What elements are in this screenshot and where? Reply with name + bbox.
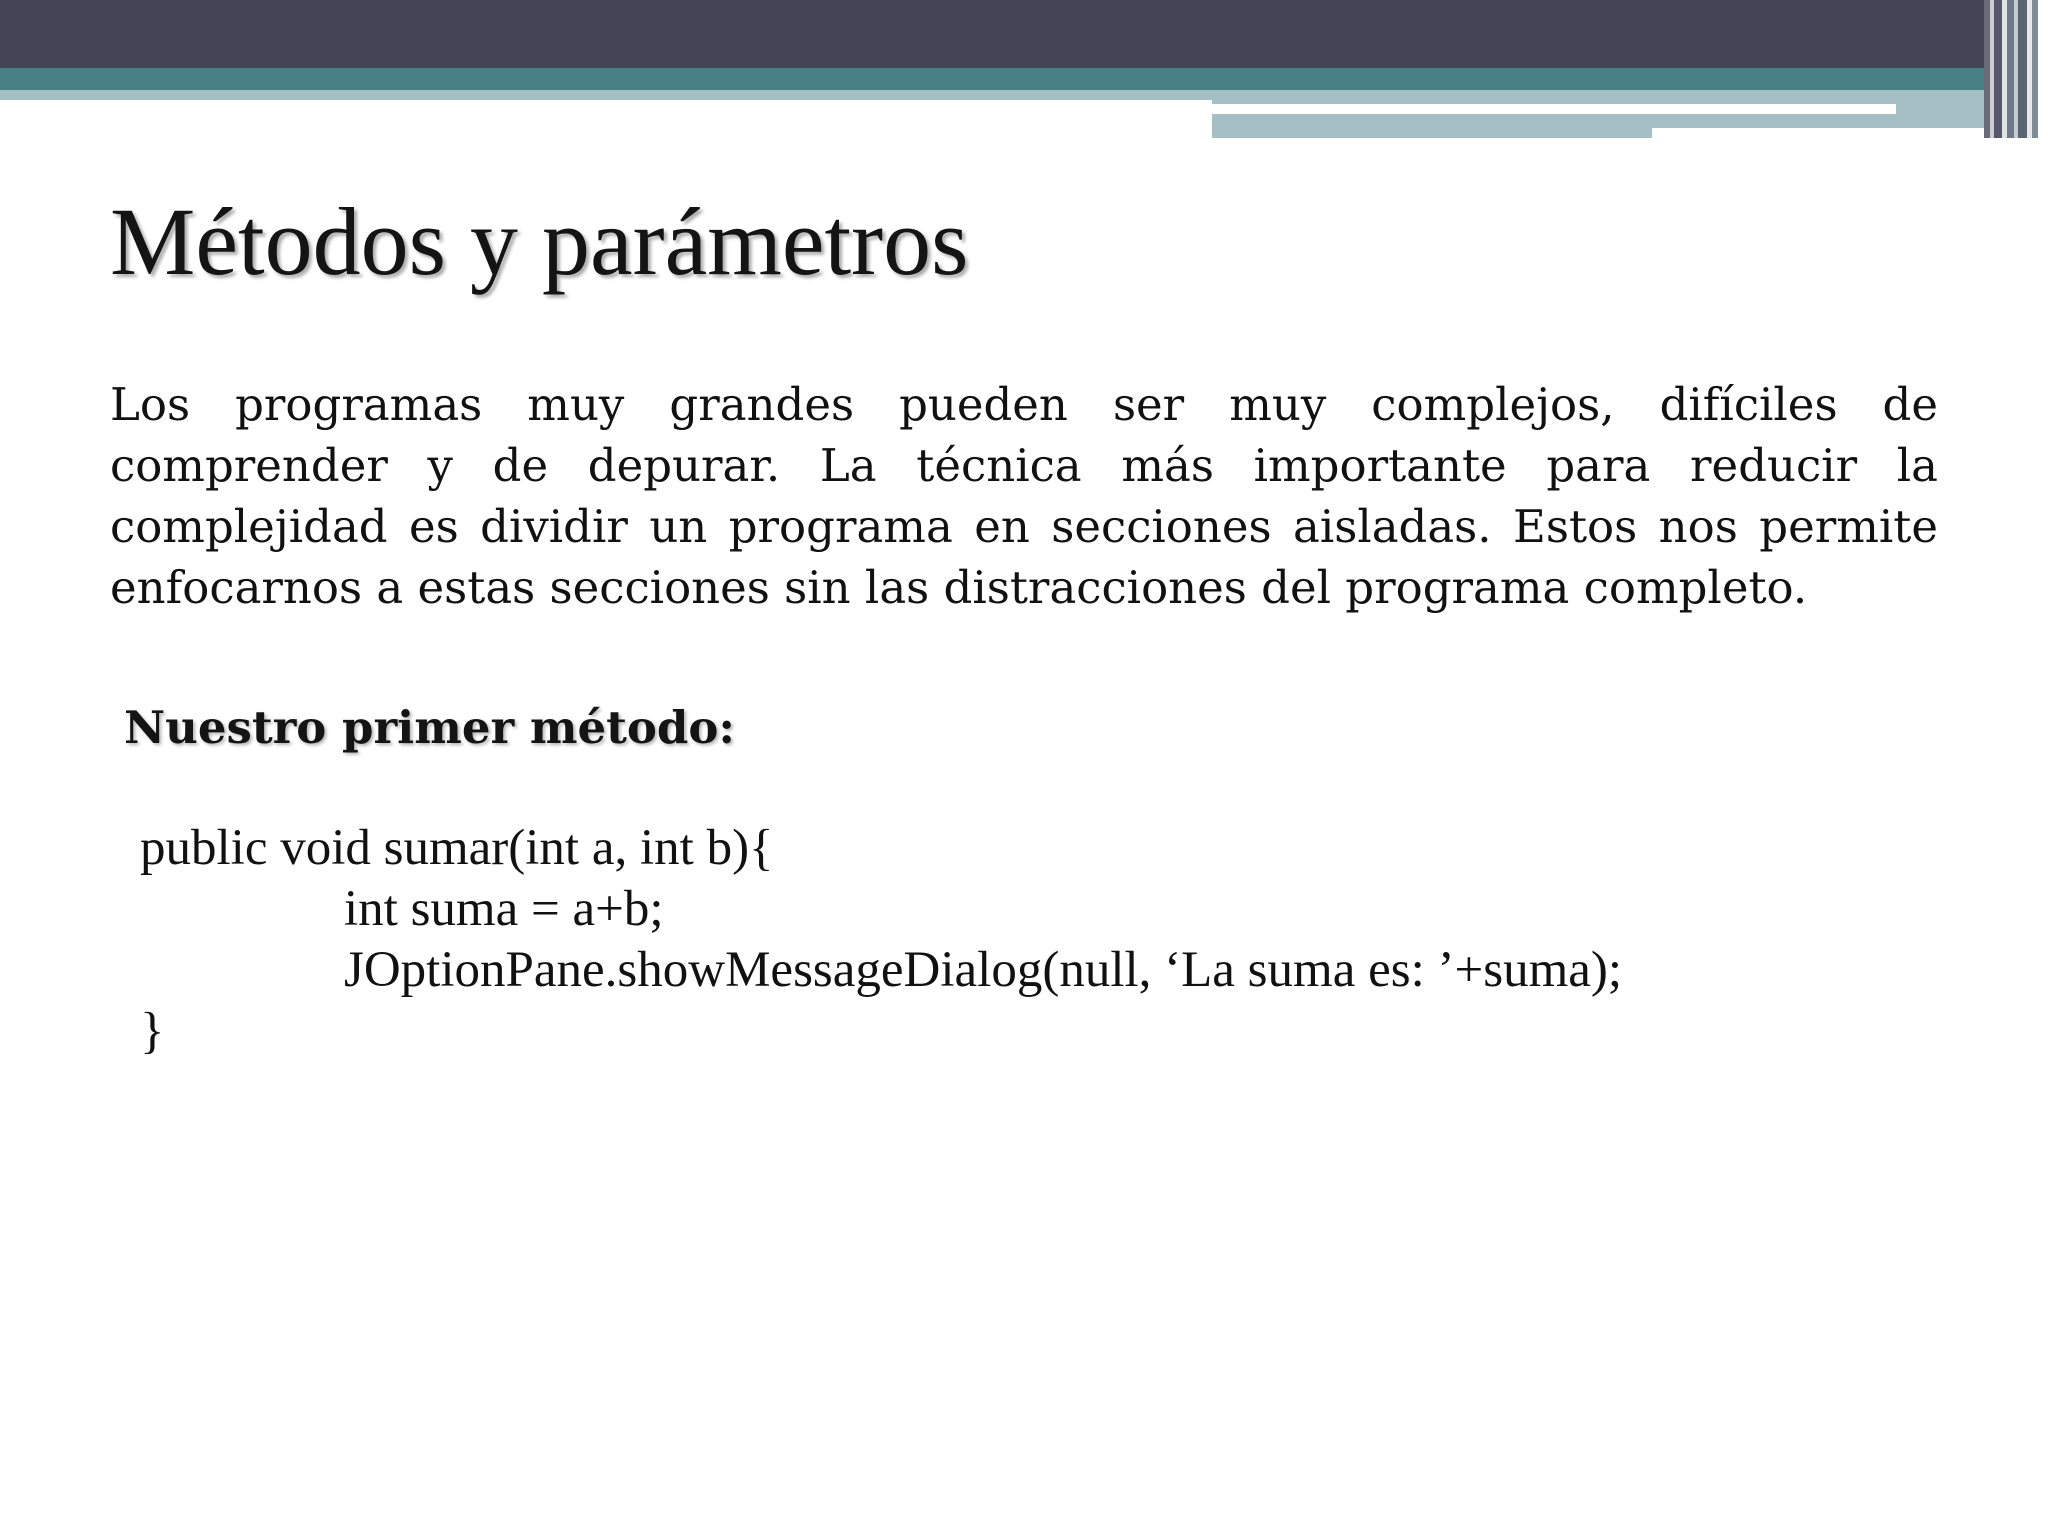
code-line: public void sumar(int a, int b){	[140, 820, 774, 876]
header-band-light-left	[0, 90, 1212, 100]
code-line: JOptionPane.showMessageDialog(null, ‘La suma es: ’+suma);	[344, 942, 1623, 998]
code-line: }	[140, 1003, 165, 1059]
header-band-teal	[0, 68, 2048, 90]
header-stripe	[1652, 128, 2012, 138]
section-heading: Nuestro primer método:	[124, 701, 736, 754]
code-block	[140, 818, 1622, 1062]
header-vertical-bars	[1984, 0, 2048, 138]
code-line: int suma = a+b;	[344, 881, 664, 937]
header-band-dark	[0, 0, 2048, 68]
slide-title: Métodos y parámetros	[110, 188, 969, 295]
intro-paragraph: Los programas muy grandes pueden ser muy complejos, difíciles de comprender y de depurar. La técnica más importante para reducir la complejidad es dividir un programa en secciones aisladas. Estos nos permite enfocarnos a estas secciones sin las distracciones del programa completo.	[110, 378, 1938, 614]
header-stripe	[1212, 104, 1896, 114]
